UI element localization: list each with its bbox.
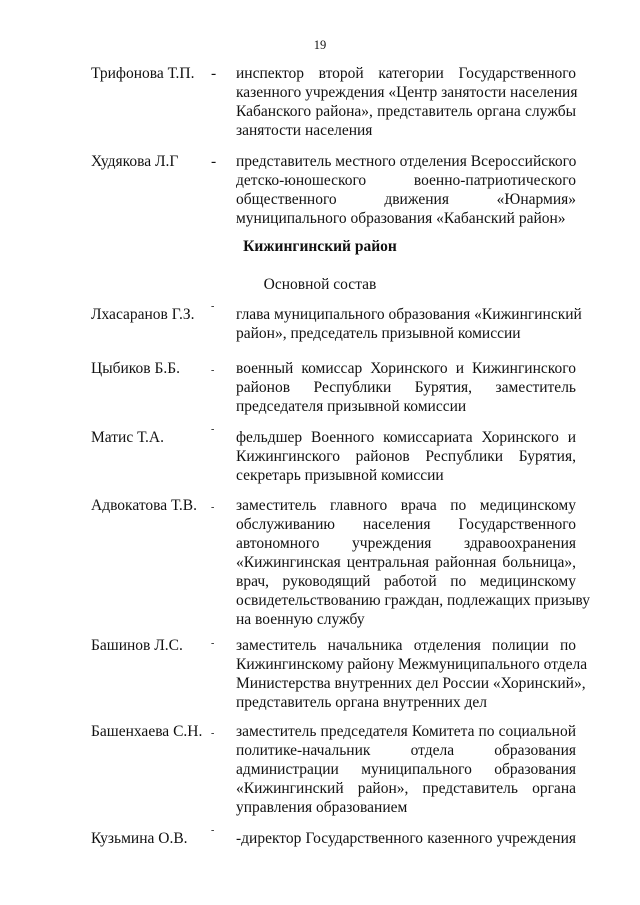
description-line: детско-юношеского военно-патриотического [236,172,576,189]
description-line: фельдшер Военного комиссариата Хоринского и [236,429,576,446]
section-title: Кижингинский район [243,238,397,255]
description-line: Кабанского района», представитель органа службы [236,103,576,120]
member-name: Адвокатова Т.В. [91,497,198,514]
member-description [236,359,576,416]
description-line: автономного учреждения здравоохранения [236,535,576,552]
description-line: Кижингинскому району Межмуниципального отдела [236,656,588,673]
member-description [236,722,576,817]
member-description [236,428,576,485]
member-description [236,305,582,343]
member-name: Матис Т.А. [91,429,164,446]
description-line: представитель органа внутренних дел [236,694,488,711]
description-line: обслуживанию населения Государственного [236,516,576,533]
dash-separator: - [211,638,215,649]
description-line: инспектор второй категории Государственного [236,65,576,82]
dash-separator: - [211,728,215,739]
member-description [236,64,576,140]
dash-separator: - [211,825,215,836]
member-description [236,496,590,629]
member-name: Башенхаева С.Н. [91,723,203,740]
member-name: Трифонова Т.П. [91,65,195,82]
description-line: Министерства внутренних дел России «Хоринский», [236,675,586,692]
dash-separator: - [211,365,215,376]
description-line: «Кижингинская центральная районная больница», [236,554,576,571]
description-line: казенного учреждения «Центр занятости населения [236,84,578,101]
member-name: Кузьмина О.В. [91,830,188,847]
description-line: заместитель главного врача по медицинскому [236,497,576,514]
dash-separator: - [211,301,215,312]
description-line: политике-начальник отдела образования [236,742,576,759]
member-name: Башинов Л.С. [91,637,183,654]
description-line: председателя призывной комиссии [236,398,467,415]
dash-separator: - [211,424,215,435]
dash-separator: - [211,502,215,513]
description-line: администрации муниципального образования [236,761,576,778]
description-line: занятости населения [236,122,373,139]
description-line: общественного движения «Юнармия» [236,191,576,208]
page-number: 19 [313,38,327,52]
description-line: заместитель начальника отделения полиции по [236,637,576,654]
description-line: врач, руководящий работой по медицинскому [236,573,576,590]
description-line: районов Республики Бурятия, заместитель [236,379,576,396]
description-line: представитель местного отделения Всероссийского [236,153,577,170]
description-line: «Кижингинский район», представитель органа [236,780,576,797]
description-line: на военную службу [236,611,365,628]
member-name: Худякова Л.Г [91,153,179,170]
description-line: военный комиссар Хоринского и Кижингинского [236,360,576,377]
member-name: Цыбиков Б.Б. [91,360,181,377]
description-line: район», председатель призывной комиссии [236,325,521,342]
description-line: заместитель председателя Комитета по социальной [236,723,576,740]
member-description [236,636,588,712]
description-line: секретарь призывной комиссии [236,467,444,484]
member-description [236,829,576,848]
dash-separator: - [211,153,217,170]
description-line: муниципального образования «Кабанский район» [236,210,566,227]
description-line: -директор Государственного казенного учреждения [236,830,576,847]
description-line: освидетельствованию граждан, подлежащих призыву [236,592,590,609]
description-line: глава муниципального образования «Кижингинский [236,306,582,323]
description-line: Кижингинского районов Республики Бурятия, [236,448,576,465]
section-subtitle: Основной состав [263,276,377,293]
member-name: Лхасаранов Г.З. [91,306,195,323]
description-line: управления образованием [236,799,408,816]
member-description [236,152,576,228]
dash-separator: - [211,65,217,82]
